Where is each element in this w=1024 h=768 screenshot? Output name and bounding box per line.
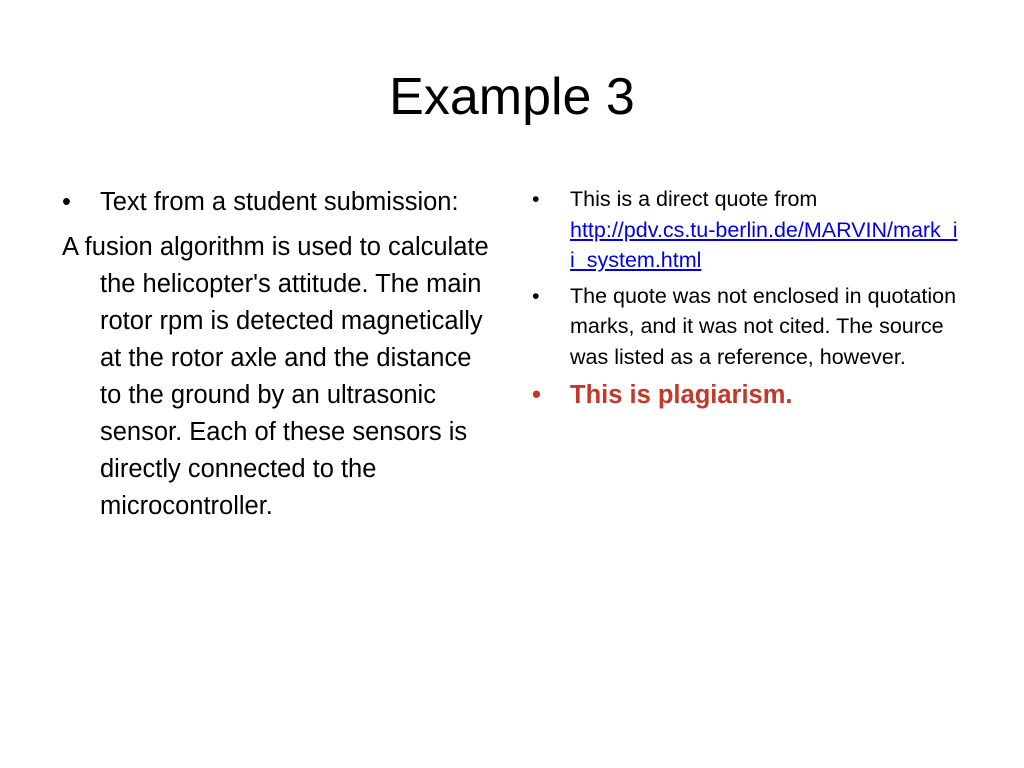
source-intro-text: This is a direct quote from bbox=[570, 187, 818, 211]
bullet-icon: • bbox=[532, 283, 540, 308]
plagiarism-conclusion-text: This is plagiarism. bbox=[570, 381, 793, 409]
citation-note-text: The quote was not enclosed in quotation marks, and it was not cited. The source was listed as a reference, however. bbox=[570, 283, 957, 369]
left-bullet-item bbox=[62, 184, 492, 221]
source-link[interactable]: http://pdv.cs.tu-berlin.de/MARVIN/mark_ii_system.html bbox=[570, 217, 958, 272]
right-column bbox=[532, 184, 962, 419]
quoted-submission-paragraph: A fusion algorithm is used to calculate the helicopter's attitude. The main rotor rpm is detected magnetically at the rotor axle and the distance to the ground by an ultrasonic sensor. Each of these sensors is directly connected to the microcontroller. bbox=[62, 233, 489, 520]
bullet-icon: • bbox=[532, 187, 540, 211]
left-column bbox=[62, 184, 492, 525]
bullet-icon: • bbox=[62, 188, 71, 216]
right-bullet-item-citation bbox=[532, 281, 962, 373]
right-bullet-item-conclusion bbox=[532, 377, 962, 414]
slide-title: Example 3 bbox=[389, 68, 635, 126]
left-bullet-text: Text from a student submission: bbox=[100, 188, 459, 216]
right-bullet-item-source bbox=[532, 184, 962, 276]
bullet-icon: • bbox=[532, 381, 541, 409]
